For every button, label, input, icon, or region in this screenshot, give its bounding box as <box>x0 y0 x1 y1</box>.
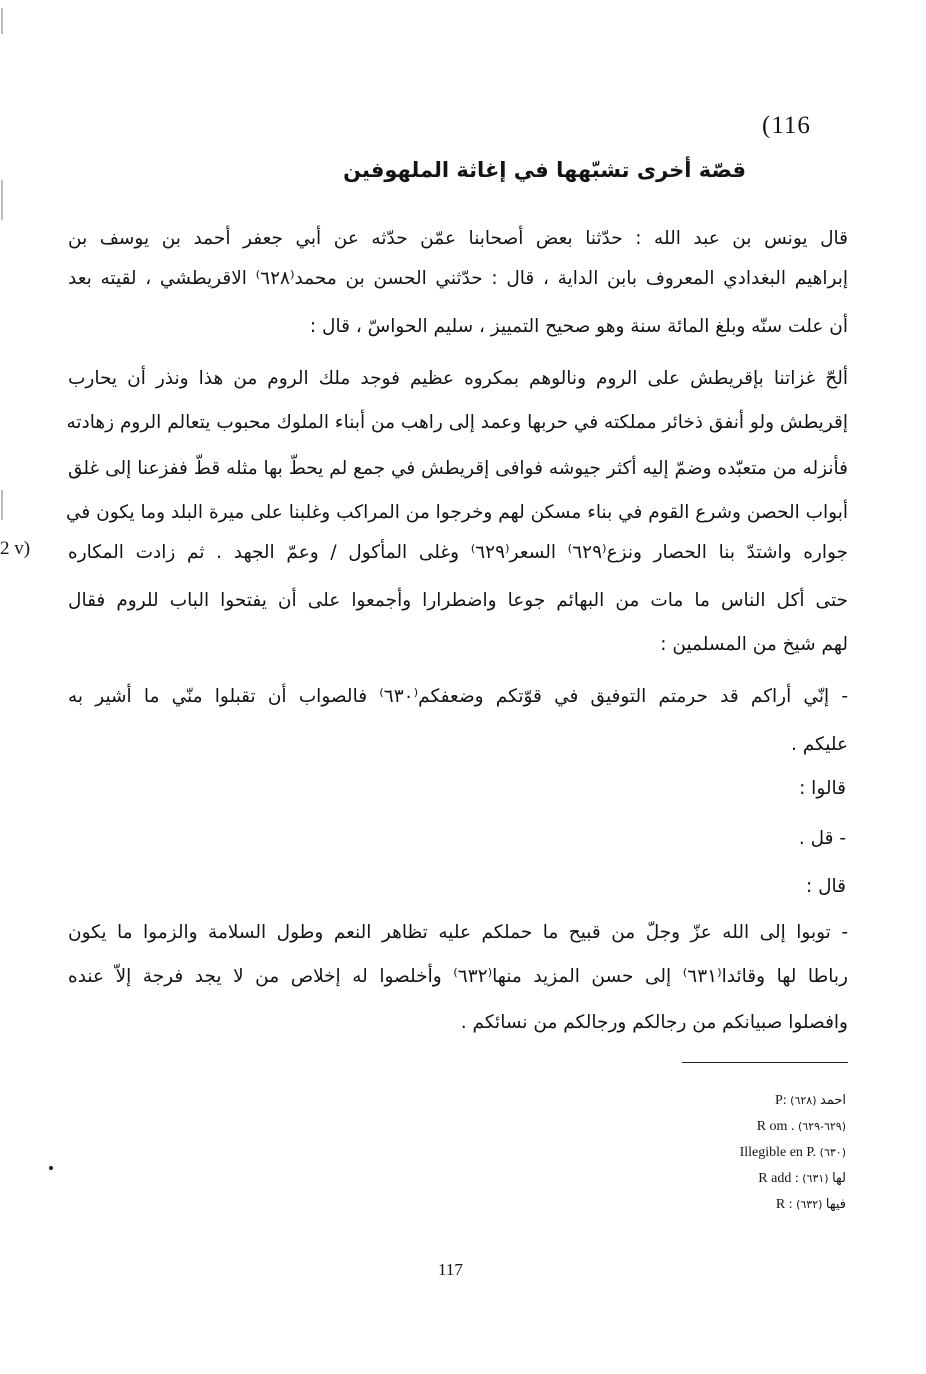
footnote-text: R : <box>775 1197 793 1212</box>
scan-edge-mark <box>1 180 3 220</box>
margin-folio-note: 2 v) <box>0 538 31 559</box>
text-line: - إنّي أراكم قد حرمتم التوفيق في قوّتكم وضعفكم⁽٦٣٠⁾ فالصواب أن تقبلوا منّي ما أشير به <box>68 686 849 707</box>
text-line: إقريطش ولو أنفق ذخائر مملكته في حربها وعمد إلى راهب من أبناء الملوك محبوب يتعالم الروم زهادته <box>66 412 848 433</box>
footnote-arabic: فيها <box>825 1197 846 1212</box>
page-number: 117 <box>438 1260 463 1279</box>
text-line: قال يونس بن عبد الله : حدّثنا بعض أصحابنا عمّن حدّثه عن أبي جعفر أحمد بن يوسف بن <box>68 228 848 249</box>
footnote-arabic: لها <box>832 1171 846 1186</box>
text-line: أبواب الحصن وشرع القوم في بناء مسكن لهم وخرجوا من المراكب وغلبنا على ميرة البلد وما يكون في <box>65 502 848 523</box>
footnote-number: (٦٣٢) <box>796 1198 823 1211</box>
footnote-text: R om . <box>756 1119 795 1134</box>
text-line: - توبوا إلى الله عزّ وجلّ من قبيح ما حملكم عليه تظاهر النعم وطول السلامة والزموا ما يكون <box>68 922 848 943</box>
story-number: (116 <box>762 112 811 139</box>
text-line: عليكم . <box>790 734 848 755</box>
text-line: رباطا لها وقائدا⁽٦٣١⁾ إلى حسن المزيد منها⁽٦٣٢⁾ وأخلصوا له إخلاص من لا يجد فرجة إلاّ عنده <box>68 966 848 987</box>
scan-edge-mark <box>1 490 3 520</box>
text-line: لهم شيخ من المسلمين : <box>660 634 848 655</box>
footnote <box>546 1114 846 1140</box>
footnote-text: R add : <box>758 1171 799 1186</box>
footnote-number: (٦٣٠) <box>819 1146 846 1159</box>
footnote-number: (٦٣١) <box>802 1172 829 1185</box>
footnote <box>546 1088 846 1114</box>
text-line: قالوا : <box>799 778 846 799</box>
footnote-number: (٦٢٨) <box>790 1094 817 1107</box>
text-line: فأنزله من متعبّده وضمّ إليه أكثر جيوشه فوافى إقريطش في جمع لم يحطّ بها مثله قطّ ففزعنا إلى غلق <box>68 458 848 479</box>
footnote <box>546 1192 846 1218</box>
footnote <box>546 1140 846 1166</box>
footnote-text: Illegible en P. <box>739 1145 817 1160</box>
text-line: ألحّ غزاتنا بإقريطش على الروم ونالوهم بمكروه عظيم فوجد ملك الروم من هذا ونذر أن يحارب <box>68 368 848 389</box>
text-line: قال : <box>805 876 846 897</box>
footnote-arabic: احمد <box>820 1093 846 1108</box>
footnotes <box>546 1088 846 1218</box>
text-line: وافصلوا صبيانكم من رجالكم ورجالكم من نسائكم . <box>460 1012 848 1033</box>
footnote-text: P: <box>774 1093 787 1108</box>
text-line: جواره واشتدّ بنا الحصار ونزع⁽٦٢٩⁾ السعر⁽٦٢٩⁾ وغلى المأكول / وعمّ الجهد . ثم زادت المكاره <box>68 542 848 563</box>
ink-dot <box>49 1166 53 1170</box>
story-title: قصّة أخرى تشبّهها في إغاثة الملهوفين <box>343 158 746 182</box>
scan-edge-mark <box>1 8 3 34</box>
text-line: إبراهيم البغدادي المعروف بابن الداية ، قال : حدّثني الحسن بن محمد⁽٦٢٨⁾ الاقريطشي ، لقيته بعد <box>68 268 849 289</box>
footnote-number: (٦٢٩-٦٢٩) <box>797 1120 846 1133</box>
text-line: أن علت سنّه وبلغ المائة سنة وهو صحيح التمييز ، سليم الحواسّ ، قال : <box>309 316 848 337</box>
footnote <box>546 1166 846 1192</box>
footnote-divider <box>682 1062 848 1063</box>
text-line: حتى أكل الناس ما مات من البهائم جوعا واضطرارا وأجمعوا على أن يفتحوا الباب للروم فقال <box>68 590 848 611</box>
text-line: - قل . <box>798 828 846 849</box>
